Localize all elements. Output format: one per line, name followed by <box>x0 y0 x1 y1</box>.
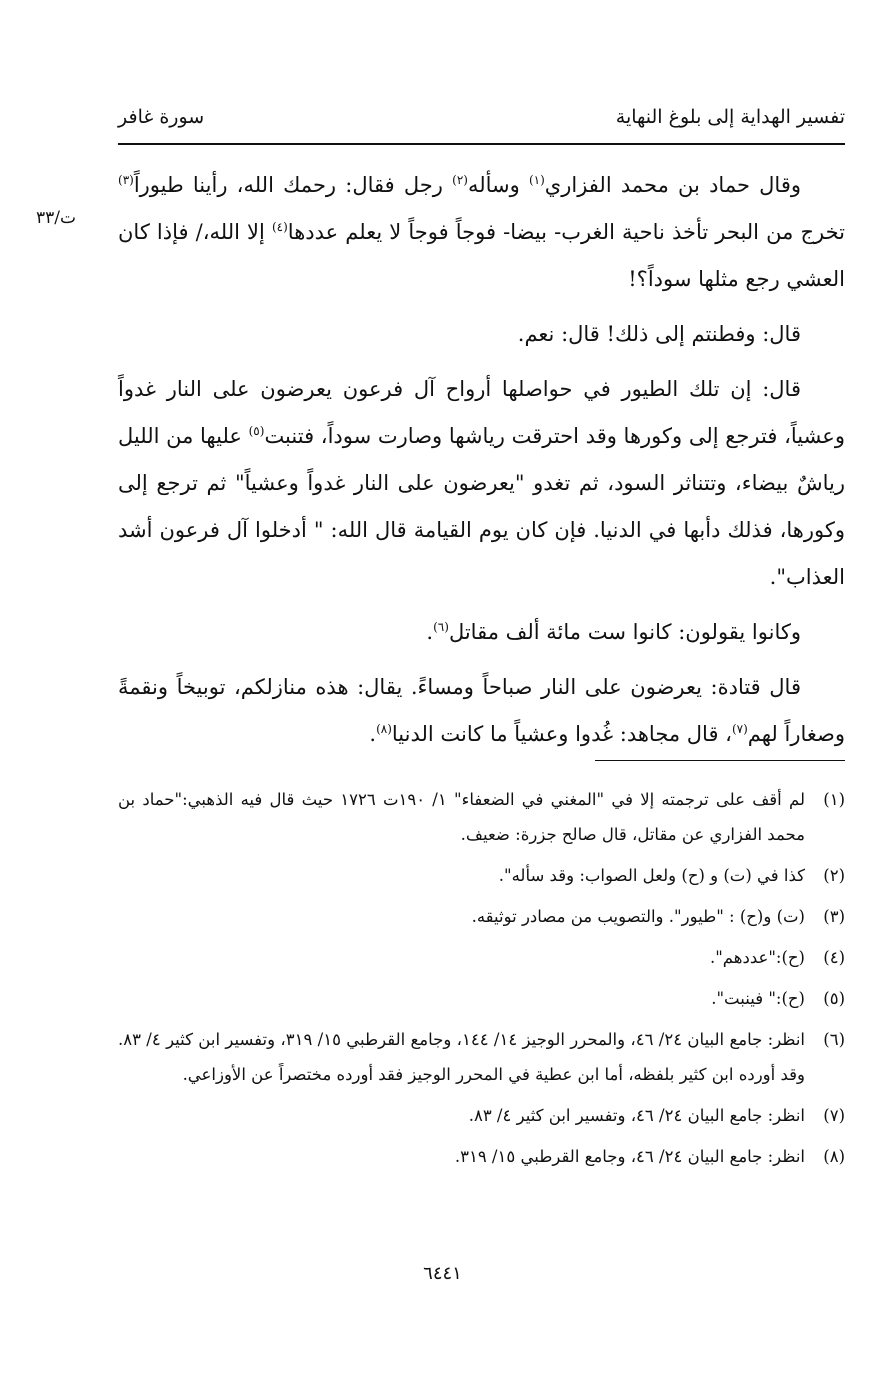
footnote-marker[interactable]: (٥) <box>248 424 265 438</box>
footnote-number: (٨) <box>823 1147 845 1166</box>
paragraph-4 <box>118 609 845 656</box>
text-run: قال: إن تلك الطيور في حواصلها أرواح آل فرعون يعرضون على النار غدواً وعشياً، فترجع إلى وكورها وقد احترقت رياشها وصارت سوداً، فتنبت <box>118 377 845 448</box>
manuscript-margin-note: ت/٣٣ <box>36 208 76 228</box>
footnote-number: (٧) <box>823 1106 845 1125</box>
footnote-number: (٥) <box>823 989 845 1008</box>
footnote-item <box>118 940 845 975</box>
footnote-item <box>118 782 845 852</box>
text-run: . <box>426 620 434 644</box>
footnote-marker[interactable]: (١) <box>528 173 545 187</box>
footnote-separator <box>595 760 845 761</box>
footnote-text: كذا في (ت) و (ح) ولعل الصواب: وقد سأله". <box>498 866 805 885</box>
footnote-text: (ح):"عددهم". <box>709 948 805 967</box>
footnote-number: (١) <box>823 790 845 809</box>
paragraph-3 <box>118 366 845 601</box>
footnote-item <box>118 858 845 893</box>
paragraph-2: قال: وفطنتم إلى ذلك! قال: نعم. <box>517 322 801 346</box>
footnote-marker[interactable]: (٣) <box>118 173 134 187</box>
footnote-text: (ت) و(ح) : "طيور". والتصويب من مصادر توثيقه. <box>471 907 805 926</box>
footnote-text: انظر: جامع البيان ٢٤/ ٤٦، والمحرر الوجيز ١٤/ ١٤٤، وجامع القرطبي ١٥/ ٣١٩، وتفسير ابن كثير ٤/ ٨٣. وقد أورده ابن كثير بلفظه، أما ابن عطية في المحرر الوجيز فقد أورده مختصراً عن الأوزاعي. <box>118 1030 806 1084</box>
footnote-marker[interactable]: (٢) <box>452 173 468 187</box>
footnote-text: لم أقف على ترجمته إلا في "المغني في الضعفاء" ١/ ١٩٠ت ١٧٢٦ حيث قال فيه الذهبي:"حماد بن محمد الفزاري عن مقاتل، قال صالح جزرة: ضعيف. <box>118 790 805 844</box>
footnotes <box>118 782 845 1180</box>
footnote-marker[interactable]: (٧) <box>731 722 748 736</box>
footnote-number: (٣) <box>823 907 845 926</box>
text-run: وسأله <box>467 173 529 197</box>
text-run: رجل فقال: رحمك الله، رأينا طيوراً <box>133 173 453 197</box>
footnote-marker[interactable]: (٨) <box>376 722 392 736</box>
footnote-item <box>118 1022 845 1092</box>
surah-name: سورة غافر <box>118 106 205 128</box>
footnote-item <box>118 981 845 1016</box>
text-run: تخرج من البحر تأخذ ناحية الغرب- بيضا- فوجاً فوجاً لا يعلم عددها <box>287 220 845 244</box>
text-run: عليها من الليل رياشٌ بيضاء، وتتناثر السود، ثم تغدو "يعرضون على النار غدواً وعشياً" ثم ترجع إلى وكورها، فذلك دأبها في الدنيا. فإن كان يوم القيامة قال الله: " أدخلوا آل فرعون أشد العذاب". <box>118 424 845 589</box>
footnote-item <box>118 899 845 934</box>
main-text <box>118 162 845 766</box>
footnote-text: انظر: جامع البيان ٢٤/ ٤٦، وجامع القرطبي ١٥/ ٣١٩. <box>454 1147 805 1166</box>
footnote-marker[interactable]: (٦) <box>433 620 449 634</box>
book-title: تفسير الهداية إلى بلوغ النهاية <box>615 106 845 128</box>
paragraph-5 <box>118 664 845 758</box>
text-run: إلا الله،/ فإذا كان العشي رجع مثلها سوداً؟! <box>118 220 845 291</box>
text-run: ، قال مجاهد: غُدوا وعشياً ما كانت الدنيا <box>391 722 732 746</box>
text-run: . <box>369 722 377 746</box>
paragraph-1 <box>118 162 845 303</box>
footnote-number: (٢) <box>823 866 845 885</box>
text-run: وكانوا يقولون: كانوا ست مائة ألف مقاتل <box>448 620 801 644</box>
footnote-text: (ح):" فينبت". <box>711 989 805 1008</box>
footnote-marker[interactable]: (٤) <box>271 220 288 234</box>
footnote-number: (٦) <box>823 1030 845 1049</box>
text-run: وقال حماد بن محمد الفزاري <box>544 173 801 197</box>
page-number: ٦٤٤١ <box>423 1263 462 1284</box>
footnote-item <box>118 1098 845 1133</box>
header-divider <box>118 143 845 145</box>
running-header <box>118 96 845 144</box>
footnote-number: (٤) <box>823 948 845 967</box>
text-run: قال قتادة: يعرضون على النار صباحاً ومساءً. يقال: هذه منازلكم، توبيخاً ونقمةً وصغاراً لهم <box>118 675 845 746</box>
footnote-text: انظر: جامع البيان ٢٤/ ٤٦، وتفسير ابن كثير ٤/ ٨٣. <box>468 1106 805 1125</box>
footnote-item <box>118 1139 845 1174</box>
